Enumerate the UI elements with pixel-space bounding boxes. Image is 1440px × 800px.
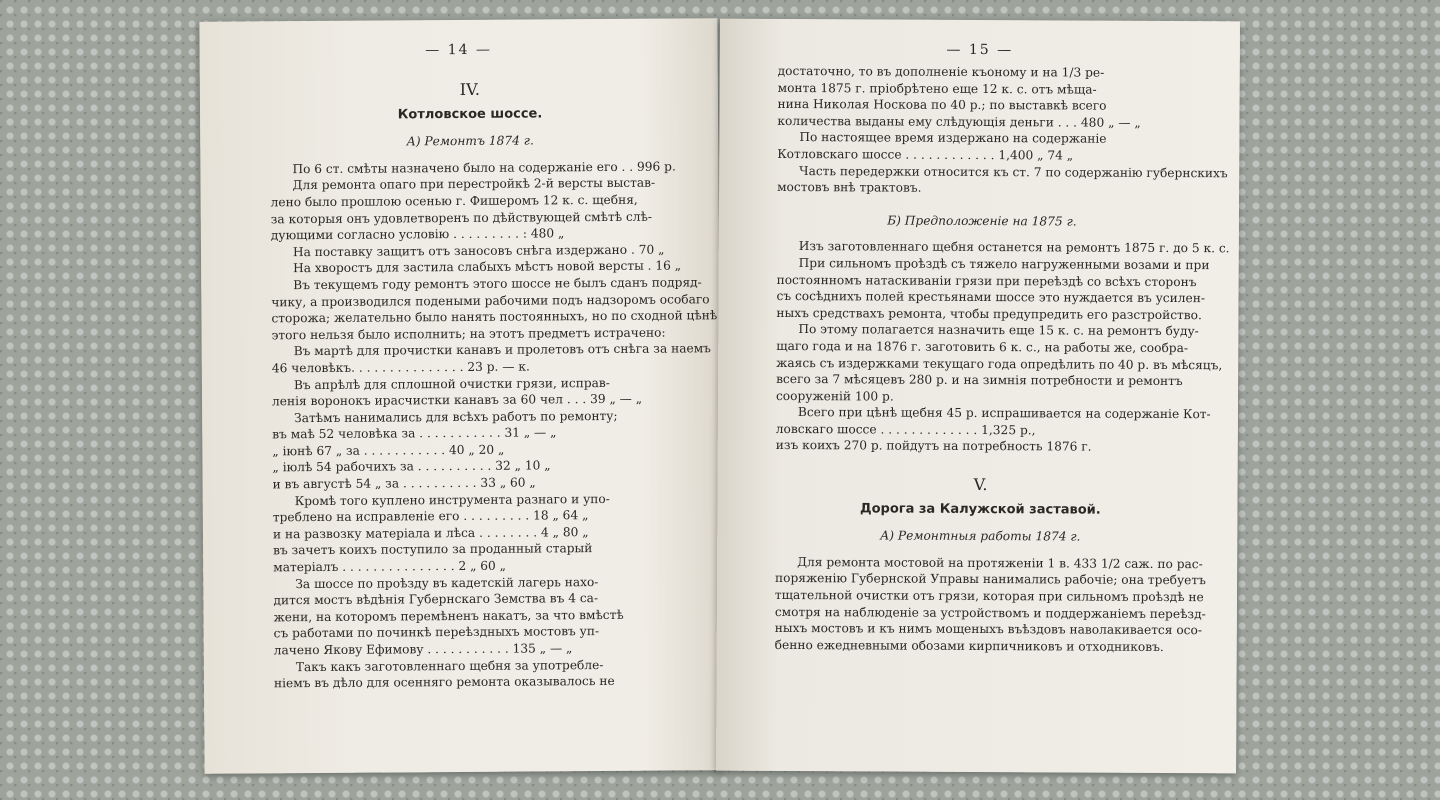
text-line: поряженію Губернской Управы нанимались рабочіе; она требуетъ (775, 571, 1206, 588)
text-line: мостовъ внѣ трактовъ. (777, 180, 922, 195)
text-line: этого нельзя было исполнить; на этотъ предметъ истрачено: (271, 325, 666, 343)
text-line: смотря на наблюденіе за устройствомъ и поддержаніемъ переѣзд- (774, 604, 1206, 621)
text-line: достаточно, то въ дополненіе къоному и на 1/3 ре- (777, 63, 1105, 80)
section-heading-kaluzhskaya: Дорога за Калужской заставой. (860, 501, 1101, 518)
text-line: лено было прошлою осенью г. Фишеромъ 12 к. с. щебня, (270, 192, 638, 210)
subheading-works-1874: А) Ремонтныя работы 1874 г. (880, 528, 1081, 544)
right-page (716, 19, 1240, 774)
text-line: лачено Якову Ефимову . . . . . . . . . . . 135 „ — „ (273, 641, 573, 658)
text-line: Для ремонта опаго при перестройкѣ 2-й версты выстав- (292, 176, 656, 193)
text-line: Въ мартѣ для прочистки канавъ и пролетовъ отъ снѣга за наемъ (293, 341, 711, 359)
text-line: ніемъ въ дѣло для осенняго ремонта оказывалось не (273, 674, 615, 691)
text-line: матеріалъ . . . . . . . . . . . . . . . 2 „ 60 „ (273, 558, 507, 575)
text-line: При сильномъ проѣздѣ съ тяжело нагруженными возами и при (798, 255, 1210, 273)
page-number-right: — 15 — (946, 41, 1014, 59)
text-line: Для ремонта мостовой на протяженіи 1 в. 433 1/2 саж. по рас- (797, 554, 1203, 572)
text-line: Кромѣ того куплено инструмента разнаго и упо- (294, 491, 610, 508)
left-page (199, 18, 722, 774)
text-line: По этому полагается назначить еще 15 к. с. на ремонтъ буду- (798, 322, 1199, 339)
text-line: съ работами по починкѣ переѣздныхъ мостовъ уп- (273, 624, 600, 641)
text-line: ныхъ мостовъ и къ нимъ мощеныхъ въѣздовъ наволакивается осо- (774, 621, 1202, 638)
text-line: „ іюнѣ 67 „ за . . . . . . . . . . . 40 „ 20 „ (272, 442, 505, 459)
text-line: щаго года и на 1876 г. заготовить 6 к. с., на работы же, сообра- (776, 338, 1189, 356)
text-line: и въ августѣ 54 „ за . . . . . . . . . . 33 „ 60 „ (272, 475, 536, 492)
text-line: и на развозку матеріала и лѣса . . . . . . . . 4 „ 80 „ (272, 524, 589, 542)
right-text-top (777, 63, 1228, 198)
right-text-estimate (775, 238, 1230, 456)
left-text-body (270, 158, 718, 692)
text-line: сооруженій 100 р. (775, 388, 894, 404)
text-line: постоянномъ натаскиваніи грязи при переѣздѣ со всѣхъ сторонъ (776, 272, 1197, 289)
text-line: На хворостъ для застила слабыхъ мѣстъ новой версты . 16 „ (293, 258, 682, 276)
text-line: Затѣмъ нанимались для всѣхъ работъ по ремонту; (294, 408, 618, 425)
text-line: монта 1875 г. пріобрѣтено еще 12 к. с. отъ мѣща- (777, 80, 1097, 97)
text-line: По настоящее время издержано на содержаніе (799, 130, 1107, 147)
page-number-left: — 14 — (425, 41, 492, 59)
text-line: 46 человѣкъ. . . . . . . . . . . . . . . 23 р. — к. (271, 359, 530, 376)
text-line: Часть передержки относится къ ст. 7 по содержанію губернскихъ (799, 163, 1228, 180)
text-line: чику, а производился подеными рабочими подъ надзоромъ особаго (271, 291, 710, 309)
text-line: За шоссе по проѣзду въ кадетскій лагерь нахо- (295, 574, 599, 591)
text-line: ловскаго шоссе . . . . . . . . . . . . . 1,325 р., (775, 421, 1036, 438)
text-line: „ іюлѣ 54 рабочихъ за . . . . . . . . . . 32 „ 10 „ (272, 458, 551, 475)
right-text-works (774, 554, 1206, 656)
text-line: Такъ какъ заготовленнаго щебня за употребле- (295, 657, 604, 674)
text-line: изъ коихъ 270 р. пойдутъ на потребность 1876 г. (775, 438, 1092, 455)
text-line: Изъ заготовленнаго щебня останется на ремонтъ 1875 г. до 5 к. с. (798, 239, 1230, 256)
left-page-content (270, 69, 718, 693)
text-line: По 6 ст. смѣты назначено было на содержаніе его . . 996 р. (292, 159, 676, 176)
text-line: Всего при цѣнѣ щебня 45 р. испрашивается на содержаніе Кот- (797, 405, 1211, 422)
text-line: дующими согласно условію . . . . . . . . . : 480 „ (270, 226, 565, 243)
text-line: жени, на которомъ перемѣненъ накатъ, за что вмѣстѣ (273, 607, 624, 625)
text-line: сторожа; желательно было нанять постоянныхъ, но по сходной цѣнѣ (271, 308, 718, 326)
text-line: съ сосѣднихъ полей крестьянами шоссе это нуждается въ усилен- (776, 289, 1206, 306)
section-heading-kotlovskoe: Котловское шоссе. (397, 106, 543, 123)
section-number-iv: IV. (459, 79, 481, 100)
right-page-content (774, 63, 1230, 656)
text-line: треблено на исправленіе его . . . . . . . . . 18 „ 64 „ (272, 508, 589, 525)
section-number-v: V. (973, 475, 988, 495)
text-line: ныхъ средствахъ ремонта, чтобы предупредить его разстройство. (776, 305, 1202, 322)
text-line: дится мостъ вѣдѣнія Губернскаго Земства въ 4 са- (273, 591, 599, 608)
text-line: На поставку защитъ отъ заносовъ снѣга издержано . 70 „ (292, 242, 665, 259)
text-line: за которыя онъ удовлетворенъ по дѣйствующей смѣтѣ слѣ- (270, 209, 653, 226)
text-line: Въ текущемъ году ремонтъ этого шоссе не былъ сданъ подряд- (293, 275, 702, 293)
text-line: Въ апрѣлѣ для сплошной очистки грязи, исправ- (293, 375, 610, 392)
text-line: ленія воронокъ ирасчистки канавъ за 60 чел . . . 39 „ — „ (271, 391, 643, 409)
subheading-estimate-1875: Б) Предположеніе на 1875 г. (887, 213, 1077, 229)
subheading-repair-1874: А) Ремонтъ 1874 г. (406, 133, 534, 149)
text-line: тщательной очистки отъ грязи, которая при сильномъ проѣздѣ не (774, 587, 1204, 605)
text-line: бенно ежедневными обозами кирпичниковъ и отходниковъ. (774, 637, 1164, 654)
text-line: Котловскаго шоссе . . . . . . . . . . . . 1,400 „ 74 „ (777, 146, 1074, 163)
text-line: количества выданы ему слѣдующія деньги . . . 480 „ — „ (777, 113, 1141, 130)
text-line: въ зачетъ коихъ поступило за проданный старый (273, 541, 593, 558)
text-line: нина Николая Носкова по 40 р.; по выставкѣ всего (777, 97, 1107, 113)
text-line: жаясь съ издержками текущаго года опредѣлить по 40 р. въ мѣсяцъ, (776, 355, 1223, 372)
text-line: въ маѣ 52 человѣка за . . . . . . . . . . . 31 „ — „ (272, 425, 557, 442)
text-line: всего за 7 мѣсяцевъ 280 р. и на зимнія потребности и ремонтъ (776, 372, 1183, 389)
